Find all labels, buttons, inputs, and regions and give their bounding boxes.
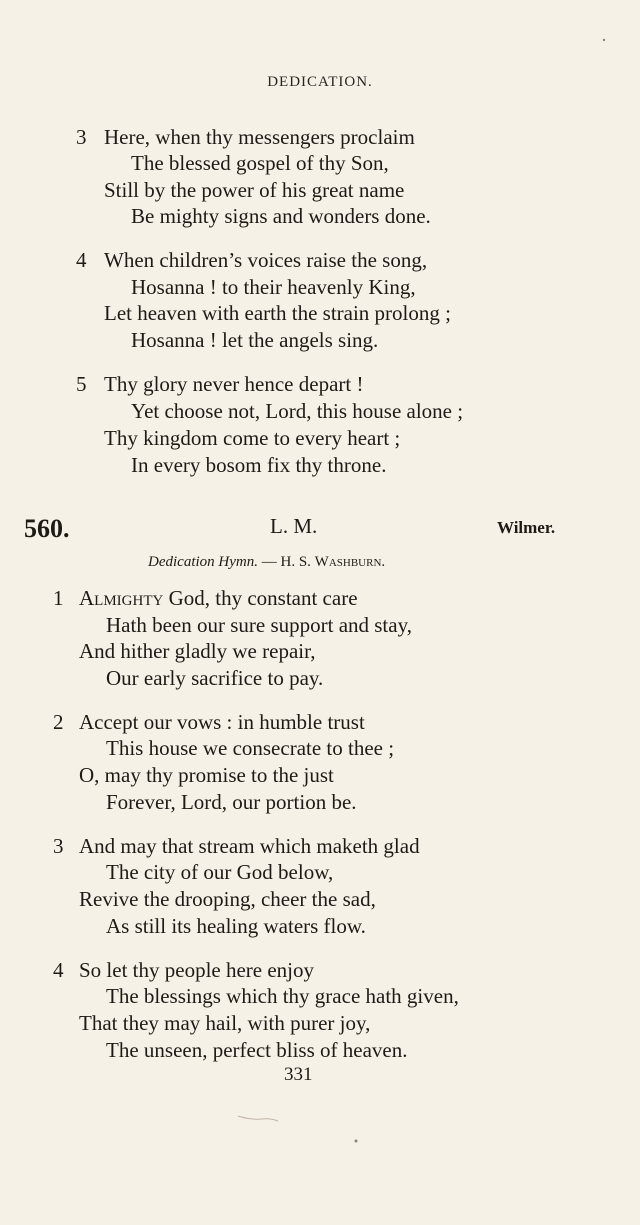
verse-line: Hath been our sure support and stay,: [106, 613, 412, 637]
verse-line: And hither gladly we repair,: [79, 639, 316, 663]
verse-line: The city of our God below,: [106, 860, 334, 884]
verse-line: Be mighty signs and wonders done.: [131, 204, 431, 228]
verse-line: Hosanna ! to their heavenly King,: [131, 275, 416, 299]
verse-line: This house we consecrate to thee ;: [106, 736, 395, 760]
verse-line: The unseen, perfect bliss of heaven.: [106, 1038, 408, 1062]
stanza-number: 3: [76, 125, 87, 149]
verse-line: Still by the power of his great name: [104, 178, 405, 202]
hymn-title: Dedication Hymn.: [148, 554, 258, 570]
verse-line: Hosanna ! let the angels sing.: [131, 328, 379, 352]
verse-line: So let thy people here enjoy: [79, 958, 315, 982]
ink-dot: [603, 39, 605, 41]
verse-line: [79, 585, 358, 611]
verse-line: In every bosom fix thy throne.: [131, 453, 387, 477]
verse-line: Yet choose not, Lord, this house alone ;: [131, 399, 464, 423]
stanza-number: 1: [53, 586, 64, 610]
author-prefix: — H. S.: [257, 554, 315, 570]
stanza-number: 4: [53, 958, 64, 982]
verse-line: As still its healing waters flow.: [106, 914, 366, 938]
verse-line: That they may hail, with purer joy,: [79, 1011, 371, 1035]
verse-line-rest: God, thy constant care: [163, 586, 358, 610]
hymn-tune: Wilmer.: [497, 518, 556, 537]
ink-smudge: [238, 1116, 278, 1121]
stanza-number: 2: [53, 710, 64, 734]
hymn-author: Washburn.: [314, 554, 386, 570]
hymn-number: 560.: [24, 514, 70, 543]
verse-line: O, may thy promise to the just: [79, 763, 334, 787]
ink-dot: [355, 1140, 358, 1143]
first-word: Almighty: [79, 586, 164, 610]
verse-line: The blessings which thy grace hath given,: [106, 984, 459, 1008]
verse-line: Forever, Lord, our portion be.: [106, 790, 357, 814]
hymn-subtitle: [148, 554, 385, 571]
verse-line: Thy glory never hence depart !: [104, 372, 364, 396]
verse-line: When children’s voices raise the song,: [104, 248, 428, 272]
verse-line: Accept our vows : in humble trust: [79, 710, 365, 734]
running-head: DEDICATION.: [267, 74, 373, 90]
verse-line: Thy kingdom come to every heart ;: [104, 426, 401, 450]
verse-line: Our early sacrifice to pay.: [106, 666, 324, 690]
stanza-number: 3: [53, 834, 64, 858]
stanza-number: 4: [76, 248, 87, 272]
verse-line: The blessed gospel of thy Son,: [131, 151, 389, 175]
hymn-meter: L. M.: [270, 514, 318, 538]
verse-line: Revive the drooping, cheer the sad,: [79, 887, 376, 911]
page-number: 331: [284, 1064, 313, 1085]
stanza-number: 5: [76, 372, 87, 396]
verse-line: And may that stream which maketh glad: [79, 834, 420, 858]
verse-line: Here, when thy messengers proclaim: [104, 125, 415, 149]
verse-line: Let heaven with earth the strain prolong ;: [104, 301, 451, 325]
